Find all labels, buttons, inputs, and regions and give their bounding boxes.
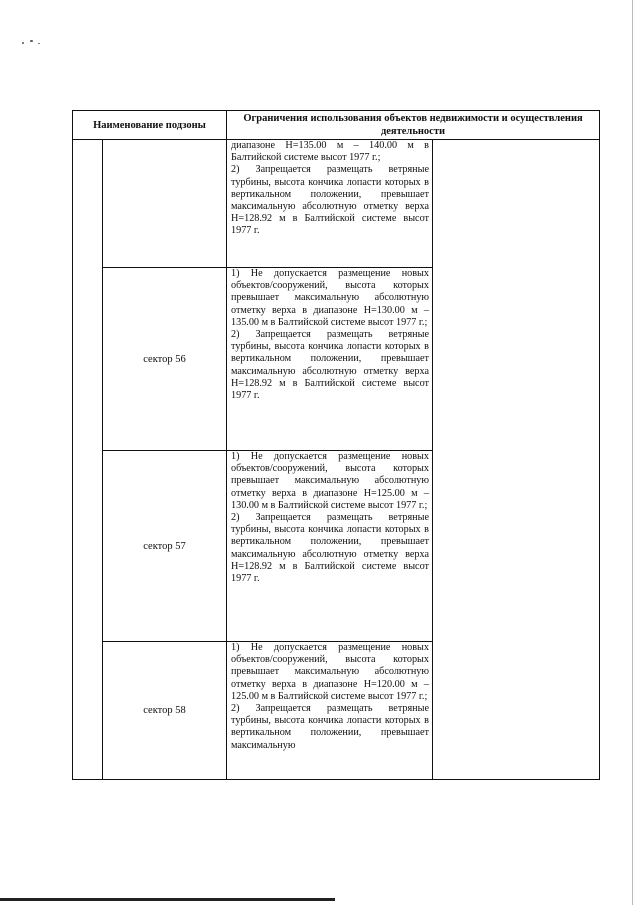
restriction-paragraph: диапазоне Н=135.00 м – 140.00 м в Балтийской системе высот 1977 г.; [231, 140, 429, 164]
restriction-paragraph: 2) Запрещается размещать ветряные турбины, высота кончика лопасти которых в вертикальном положении, превышает максимальную абсолютную отметку верха Н=128.92 м в Балтийской системе высот 1977 г. [231, 164, 429, 237]
scan-speck [30, 40, 33, 42]
subzone-name-cell: сектор 57 [103, 451, 227, 642]
scan-speck [22, 42, 24, 44]
scan-speck [38, 43, 40, 44]
restriction-paragraph: 1) Не допускается размещение новых объектов/сооружений, высота которых превышает максимальную абсолютную отметку верха в диапазоне Н=120.00 м – 125.00 м в Балтийской системе высот 1977 г.; [231, 642, 429, 702]
restriction-paragraph: 2) Запрещается размещать ветряные турбины, высота кончика лопасти которых в вертикальном положении, превышает максимальную [231, 703, 429, 751]
restriction-text-cell [227, 140, 433, 268]
subzone-name-cell: сектор 58 [103, 642, 227, 780]
table-row [73, 140, 600, 268]
restrictions-table [72, 110, 600, 780]
restriction-paragraph: 2) Запрещается размещать ветряные турбины, высота кончика лопасти которых в вертикальном положении, превышает максимальную абсолютную отметку верха Н=128.92 м в Балтийской системе высот 1977 г. [231, 329, 429, 402]
restriction-paragraph: 1) Не допускается размещение новых объектов/сооружений, высота которых превышает максимальную абсолютную отметку верха в диапазоне Н=130.00 м – 135.00 м в Балтийской системе высот 1977 г.; [231, 268, 429, 328]
subzone-name-cell [103, 140, 227, 268]
scan-bottom-edge [0, 898, 335, 901]
restriction-text-cell [227, 642, 433, 780]
restriction-paragraph: 2) Запрещается размещать ветряные турбины, высота кончика лопасти которых в вертикальном положении, превышает максимальную абсолютную отметку верха Н=128.92 м в Балтийской системе высот 1977 г. [231, 512, 429, 585]
header-restrictions: Ограничения использования объектов недвижимости и осуществления деятельности [227, 111, 600, 140]
empty-cell [433, 140, 600, 780]
restriction-paragraph: 1) Не допускается размещение новых объектов/сооружений, высота которых превышает максимальную абсолютную отметку верха в диапазоне Н=125.00 м – 130.00 м в Балтийской системе высот 1977 г.; [231, 451, 429, 511]
subzone-name-cell: сектор 56 [103, 268, 227, 451]
scan-specks [22, 38, 52, 48]
table-header-row [73, 111, 600, 140]
scan-right-edge [632, 0, 633, 905]
restriction-text-cell [227, 268, 433, 451]
restriction-text-cell [227, 451, 433, 642]
header-subzone-name: Наименование подзоны [73, 111, 227, 140]
stub-cell [73, 140, 103, 780]
